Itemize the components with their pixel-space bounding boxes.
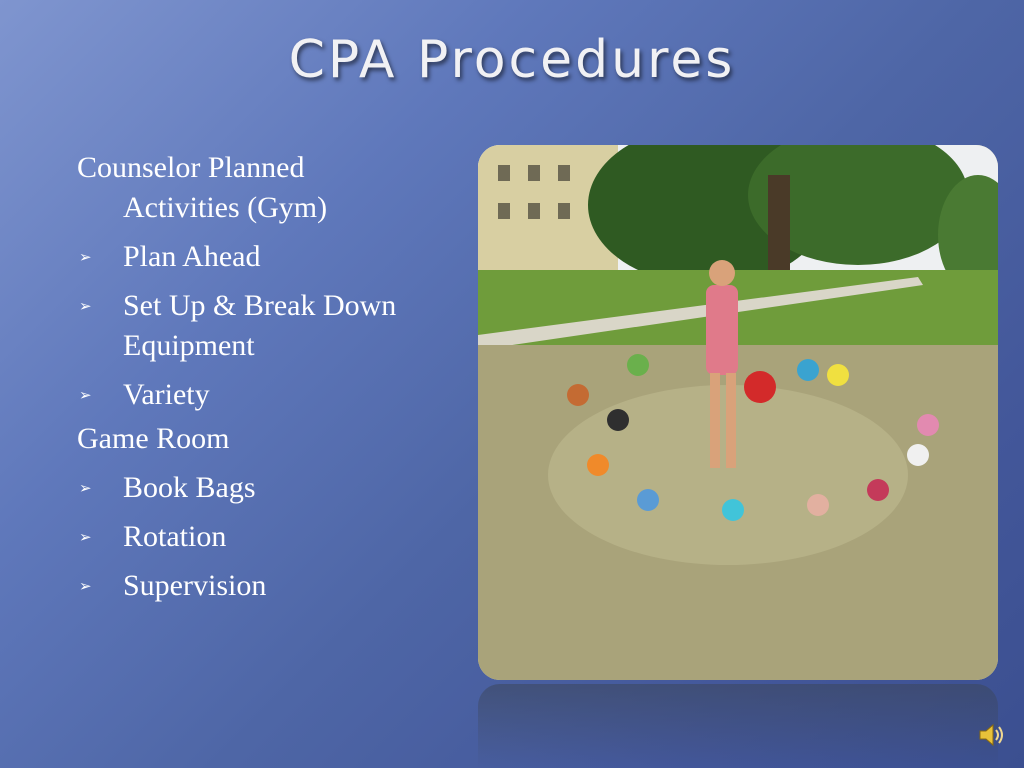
list-item-supervision (77, 566, 477, 606)
list-item-label: Set Up & Break Down (123, 289, 397, 322)
child (637, 489, 659, 511)
child (917, 414, 939, 436)
list-item-book-bags (77, 468, 477, 508)
list-item-rotation (77, 517, 477, 557)
arrow-bullet-icon: ➢ (79, 248, 92, 266)
speaker-icon[interactable] (976, 720, 1006, 750)
bullet-list (77, 144, 477, 606)
sound-wave (999, 727, 1002, 743)
list-item-label: Rotation (123, 520, 227, 553)
building-window (558, 165, 570, 181)
photo-illustration (478, 145, 998, 680)
kids-circle-photo (478, 145, 998, 680)
arrow-bullet-icon: ➢ (79, 297, 92, 315)
child (567, 384, 589, 406)
list-item-setup-breakdown (77, 286, 477, 366)
arrow-bullet-icon: ➢ (79, 386, 92, 404)
list-item-continuation: Equipment (123, 329, 255, 362)
child (627, 354, 649, 376)
list-item-label: Game Room (77, 422, 230, 455)
list-item-game-room (77, 419, 477, 459)
child (797, 359, 819, 381)
child (867, 479, 889, 501)
list-item-counselor-planned (77, 148, 477, 228)
counselor-leg (726, 373, 736, 468)
list-item-plan-ahead (77, 237, 477, 277)
arrow-bullet-icon: ➢ (79, 577, 92, 595)
list-item-label: Supervision (123, 569, 267, 602)
child (607, 409, 629, 431)
red-ball (744, 371, 776, 403)
child (827, 364, 849, 386)
building-window (498, 165, 510, 181)
list-item-label: Book Bags (123, 471, 256, 504)
list-item-continuation: Activities (Gym) (123, 191, 328, 224)
child (907, 444, 929, 466)
child (722, 499, 744, 521)
building-window (498, 203, 510, 219)
list-item-label: Counselor Planned (77, 151, 305, 184)
counselor-leg (710, 373, 720, 468)
list-item-label: Plan Ahead (123, 240, 261, 273)
building-window (528, 203, 540, 219)
slide-title: CPA Procedures (288, 30, 736, 90)
arrow-bullet-icon: ➢ (79, 528, 92, 546)
building-window (558, 203, 570, 219)
child (587, 454, 609, 476)
building-window (528, 165, 540, 181)
list-item-label: Variety (123, 378, 210, 411)
photo-reflection (478, 684, 998, 768)
list-item-variety (77, 375, 477, 415)
sound-wave (996, 730, 998, 740)
child (807, 494, 829, 516)
counselor (706, 285, 738, 375)
counselor-head (709, 260, 735, 286)
speaker-body (980, 725, 993, 745)
arrow-bullet-icon: ➢ (79, 479, 92, 497)
